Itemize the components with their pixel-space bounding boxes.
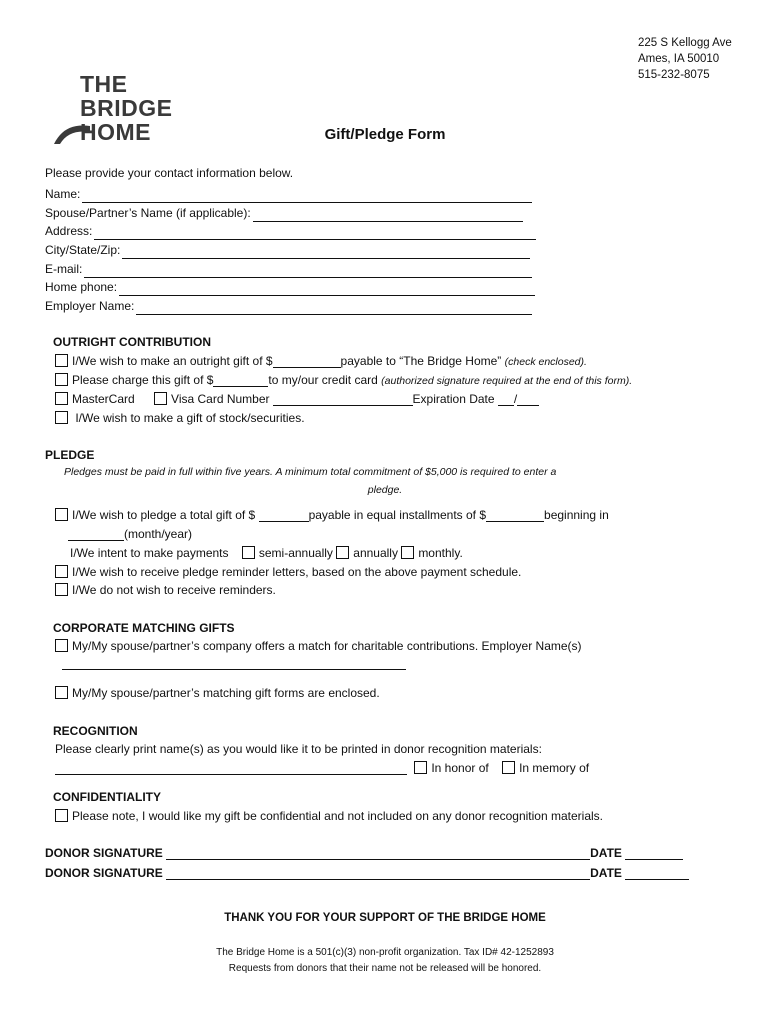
email-label: E-mail: — [45, 262, 83, 276]
confidential-checkbox[interactable] — [55, 809, 68, 822]
charge-card-checkbox[interactable] — [55, 373, 68, 386]
privacy-note-text: Requests from donors that their name not be released will be honored. — [228, 963, 542, 974]
pledge-note-2: pledge. — [367, 484, 403, 496]
semi-annually-checkbox[interactable] — [242, 546, 255, 559]
signature-line-2[interactable] — [166, 867, 590, 880]
charge-amount-line[interactable] — [213, 374, 268, 387]
form-title: Gift/Pledge Form — [324, 126, 446, 143]
logo-line-3: HOME — [80, 119, 151, 145]
company-match-checkbox[interactable] — [55, 639, 68, 652]
recognition-heading: RECOGNITION — [53, 724, 138, 738]
visa-checkbox[interactable] — [154, 392, 167, 405]
reminders-no-row: I/We do not wish to receive reminders. — [55, 583, 276, 597]
company-match-row: My/My spouse/partner’s company offers a match for charitable contributions. Employer Name(s) — [55, 639, 582, 653]
employer-name-field[interactable] — [45, 297, 532, 315]
name-line[interactable] — [82, 189, 532, 203]
address-street: 225 S Kellogg Ave — [638, 37, 732, 49]
city-state-zip-label: City/State/Zip: — [45, 243, 121, 257]
city-state-zip-line[interactable] — [122, 245, 530, 259]
in-memory-checkbox[interactable] — [502, 761, 515, 774]
annually-checkbox[interactable] — [336, 546, 349, 559]
recognition-instructions: Please clearly print name(s) as you would like it to be printed in donor recognition materials: — [55, 742, 542, 756]
signature-line-1[interactable] — [166, 847, 590, 860]
employer-names-line[interactable] — [62, 669, 406, 670]
email-field[interactable] — [45, 260, 532, 278]
payment-frequency-row: I/We intent to make payments semi-annually annually monthly. — [70, 546, 463, 560]
month-year-row: (month/year) — [68, 527, 192, 541]
in-honor-checkbox[interactable] — [414, 761, 427, 774]
outright-heading: OUTRIGHT CONTRIBUTION — [53, 335, 211, 349]
recognition-name-row: In honor of In memory of — [55, 761, 589, 775]
address-field[interactable] — [45, 222, 536, 240]
matching-forms-row: My/My spouse/partner’s matching gift forms are enclosed. — [55, 686, 380, 700]
address-phone: 515-232-8075 — [638, 69, 710, 81]
employer-name-label: Employer Name: — [45, 299, 135, 313]
name-field[interactable] — [45, 185, 532, 203]
city-state-zip-field[interactable] — [45, 241, 530, 259]
reminders-yes-row: I/We wish to receive pledge reminder letters, based on the above payment schedule. — [55, 565, 521, 579]
confidentiality-heading: CONFIDENTIALITY — [53, 790, 161, 804]
matching-forms-checkbox[interactable] — [55, 686, 68, 699]
pledge-note-1: Pledges must be paid in full within five years. A minimum total commitment of $5,000 is required to enter a — [64, 466, 557, 478]
card-number-line[interactable] — [273, 393, 413, 406]
pledge-total-line[interactable] — [259, 509, 309, 522]
address-city: Ames, IA 50010 — [638, 53, 720, 65]
home-phone-field[interactable] — [45, 278, 535, 296]
contact-intro: Please provide your contact information below. — [45, 166, 294, 180]
spouse-name-field[interactable] — [45, 204, 523, 222]
mastercard-checkbox[interactable] — [55, 392, 68, 405]
date-line-1[interactable] — [625, 847, 683, 860]
confidential-row: Please note, I would like my gift be confidential and not included on any donor recognition materials. — [55, 809, 603, 823]
date-line-2[interactable] — [625, 867, 689, 880]
address-line[interactable] — [94, 226, 536, 240]
home-phone-label: Home phone: — [45, 280, 118, 294]
address-label: Address: — [45, 224, 93, 238]
recognition-name-line[interactable] — [55, 762, 407, 775]
donor-signature-row-1: DONOR SIGNATURE DATE — [45, 846, 683, 860]
home-phone-line[interactable] — [119, 282, 535, 296]
tax-id-text: The Bridge Home is a 501(c)(3) non-profit organization. Tax ID# 42-1252893 — [216, 947, 554, 958]
stock-gift-checkbox[interactable] — [55, 411, 68, 424]
outright-amount-line[interactable] — [273, 355, 341, 368]
exp-year-line[interactable] — [517, 393, 539, 406]
organization-address — [638, 35, 732, 83]
charge-card-row: Please charge this gift of $ to my/our credit card (authorized signature required at the end of this form). — [55, 373, 632, 387]
pledge-heading: PLEDGE — [45, 448, 95, 462]
spouse-name-line[interactable] — [253, 208, 523, 222]
reminders-yes-checkbox[interactable] — [55, 565, 68, 578]
name-label: Name: — [45, 187, 81, 201]
logo-line-2: BRIDGE — [80, 95, 173, 121]
stock-gift-row: I/We wish to make a gift of stock/securities. — [55, 411, 305, 425]
logo-line-1: THE — [80, 71, 128, 97]
outright-gift-row: I/We wish to make an outright gift of $ payable to “The Bridge Home” (check enclosed). — [55, 354, 587, 368]
installment-line[interactable] — [486, 509, 544, 522]
donor-signature-row-2: DONOR SIGNATURE DATE — [45, 866, 689, 880]
pledge-total-checkbox[interactable] — [55, 508, 68, 521]
monthly-checkbox[interactable] — [401, 546, 414, 559]
thank-you-text: THANK YOU FOR YOUR SUPPORT OF THE BRIDGE HOME — [224, 912, 546, 924]
month-year-line[interactable] — [68, 528, 124, 541]
spouse-name-label: Spouse/Partner’s Name (if applicable): — [45, 206, 251, 220]
email-line[interactable] — [84, 264, 532, 278]
corporate-heading: CORPORATE MATCHING GIFTS — [53, 621, 235, 635]
card-type-row: MasterCard Visa Card Number Expiration Date / — [55, 392, 539, 406]
reminders-no-checkbox[interactable] — [55, 583, 68, 596]
outright-gift-checkbox[interactable] — [55, 354, 68, 367]
employer-name-line[interactable] — [136, 301, 532, 315]
pledge-total-row: I/We wish to pledge a total gift of $ payable in equal installments of $ beginning in — [55, 508, 609, 522]
exp-month-line[interactable] — [498, 393, 514, 406]
